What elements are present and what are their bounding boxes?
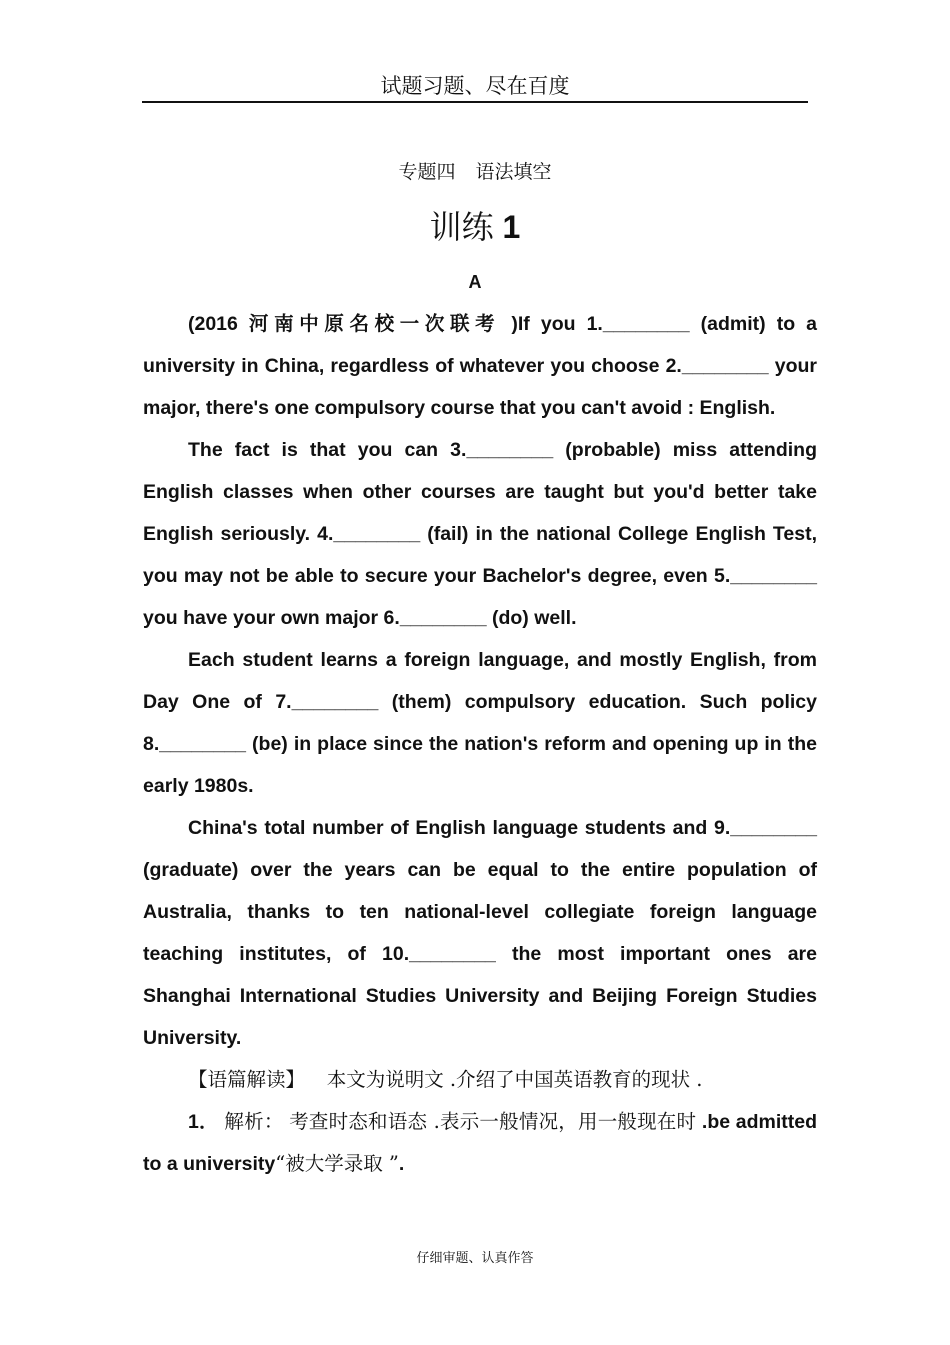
- paragraph-1-text: If you 1.________ (admit) to a university in China, regardless of whatever you choose 2.________ your major, there's one compulsory course that you can't avoid : English.: [143, 313, 818, 419]
- paragraph-2: The fact is that you can 3.________ (probable) miss attending English classes when other courses are taught but you'd better take English seriously. 4.________ (fail) in the national College English Test, you may not be able to secure your Bachelor's degree, even 5.________ you have your own major 6.________ (do) well.: [143, 439, 817, 629]
- lesson-label: 训练: [429, 208, 494, 246]
- header-divider: [142, 101, 808, 103]
- analysis-label: 解析：: [224, 1110, 284, 1133]
- source-note: (2016 河南中原名校一次联考 ): [188, 313, 518, 335]
- analysis-en-2: admitted to a university: [143, 1111, 818, 1175]
- passage: [143, 303, 817, 1185]
- paragraph-3: Each student learns a foreign language, and mostly English, from Day One of 7.________ (them) compulsory education. Such policy 8.________ (be) in place since the nation's reform and opening up in the early 1980s.: [143, 649, 817, 797]
- analysis-item-1: [143, 1101, 817, 1185]
- header-title: 试题习题、尽在百度: [380, 74, 570, 98]
- paragraph-1: [143, 303, 817, 429]
- reading-label: 【语篇解读】: [188, 1068, 306, 1091]
- analysis-end: .: [398, 1153, 405, 1175]
- analysis-quote: “被大学录取 ”: [275, 1152, 399, 1175]
- footer-note: 仔细审题、认真作答: [416, 1251, 534, 1266]
- section-label: A: [468, 272, 482, 292]
- lesson-number: 1: [502, 209, 521, 245]
- paragraph-4: China's total number of English language students and 9.________ (graduate) over the years can be equal to the entire population of Australia, thanks to ten national-level collegiate foreign language teaching institutes, of 10.________ the most important ones are Shanghai International Studies University and Beijing Foreign Studies University.: [143, 817, 817, 1049]
- topic-title: 专题四 语法填空: [398, 161, 552, 183]
- lesson-title: [0, 202, 950, 248]
- analysis-en-1: .be: [701, 1111, 731, 1133]
- reading-text: 本文为说明文 .介绍了中国英语教育的现状 .: [326, 1068, 703, 1091]
- analysis-cn: 考查时态和语态 .表示一般情况，用一般现在时: [289, 1110, 697, 1133]
- reading-note: [143, 1059, 817, 1101]
- analysis-number: 1．: [188, 1111, 219, 1133]
